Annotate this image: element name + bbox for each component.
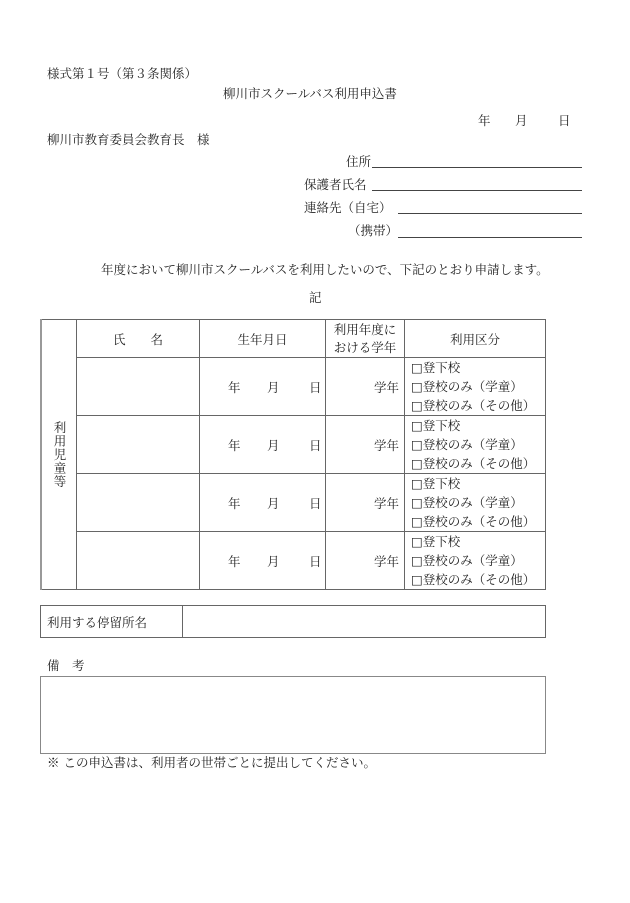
table-row: [41, 416, 546, 474]
usage-cell: [405, 474, 546, 532]
grade-cell[interactable]: 学年: [326, 532, 405, 590]
option-both-checkbox[interactable]: □登下校: [411, 534, 461, 549]
birth-month: 月: [267, 437, 280, 453]
table-header: [41, 320, 546, 358]
table-row: [41, 474, 546, 532]
name-cell[interactable]: [77, 532, 200, 590]
birth-month: 月: [267, 379, 280, 395]
contact-home-label: 連絡先（自宅）: [304, 200, 392, 215]
header-birth: 生年月日: [200, 320, 326, 358]
address-label: 住所: [346, 154, 372, 169]
usage-cell: [405, 532, 546, 590]
grade-cell[interactable]: 学年: [326, 474, 405, 532]
header-usage: 利用区分: [405, 320, 546, 358]
grade-cell[interactable]: 学年: [326, 358, 405, 416]
option-other-checkbox[interactable]: □登校のみ（その他）: [411, 514, 536, 529]
header-grade-line1: 利用年度に: [333, 321, 397, 337]
birth-month: 月: [267, 553, 280, 569]
birth-day: 日: [309, 495, 322, 511]
ki-label: 記: [309, 290, 322, 305]
side-label: 利用児童等: [52, 420, 67, 489]
children-table: [40, 319, 546, 590]
guardian-label: 保護者氏名: [304, 177, 367, 192]
option-other-checkbox[interactable]: □登校のみ（その他）: [411, 456, 536, 471]
contact-mobile-field[interactable]: [398, 237, 582, 238]
birth-year: 年: [228, 495, 241, 511]
date-day: 日: [558, 113, 571, 128]
option-gakudo-checkbox[interactable]: □登校のみ（学童）: [411, 495, 523, 510]
address-field[interactable]: [372, 167, 582, 168]
option-gakudo-checkbox[interactable]: □登校のみ（学童）: [411, 437, 523, 452]
option-gakudo-checkbox[interactable]: □登校のみ（学童）: [411, 379, 523, 394]
footnote: ※ この申込書は、利用者の世帯ごとに提出してください。: [47, 755, 376, 770]
birth-year: 年: [228, 437, 241, 453]
bus-stop-label: 利用する停留所名: [41, 606, 183, 638]
addressee: 柳川市教育委員会教育長 様: [47, 132, 210, 147]
option-both-checkbox[interactable]: □登下校: [411, 418, 461, 433]
name-cell[interactable]: [77, 416, 200, 474]
side-label-cell: [41, 320, 77, 590]
birth-cell[interactable]: [200, 532, 326, 590]
option-gakudo-checkbox[interactable]: □登校のみ（学童）: [411, 553, 523, 568]
page-title: 柳川市スクールバス利用申込書: [223, 86, 397, 101]
bus-stop-field[interactable]: [183, 606, 546, 638]
option-both-checkbox[interactable]: □登下校: [411, 476, 461, 491]
option-both-checkbox[interactable]: □登下校: [411, 360, 461, 375]
usage-cell: [405, 358, 546, 416]
option-other-checkbox[interactable]: □登校のみ（その他）: [411, 398, 536, 413]
name-cell[interactable]: [77, 358, 200, 416]
birth-month: 月: [267, 495, 280, 511]
header-name: 氏 名: [77, 320, 200, 358]
birth-year: 年: [228, 553, 241, 569]
remarks-label: 備 考: [47, 658, 85, 673]
header-grade-line2: おける学年: [333, 339, 397, 355]
date-year: 年: [478, 113, 491, 128]
birth-day: 日: [309, 437, 322, 453]
option-other-checkbox[interactable]: □登校のみ（その他）: [411, 572, 536, 587]
table-row: [41, 532, 546, 590]
bus-stop-table: [40, 605, 546, 638]
header-grade: [326, 320, 405, 358]
birth-cell[interactable]: [200, 416, 326, 474]
form-number: 様式第１号（第３条関係）: [47, 66, 198, 81]
contact-mobile-label: （携帯）: [348, 223, 399, 238]
table-row: [41, 358, 546, 416]
remarks-field[interactable]: [40, 676, 546, 754]
grade-cell[interactable]: 学年: [326, 416, 405, 474]
birth-day: 日: [309, 553, 322, 569]
date-month: 月: [515, 113, 528, 128]
statement: 年度において柳川市スクールバスを利用したいので、下記のとおり申請します。: [101, 262, 549, 277]
guardian-name-field[interactable]: [372, 190, 582, 191]
birth-year: 年: [228, 379, 241, 395]
birth-cell[interactable]: [200, 358, 326, 416]
contact-home-field[interactable]: [398, 213, 582, 214]
usage-cell: [405, 416, 546, 474]
birth-day: 日: [309, 379, 322, 395]
birth-cell[interactable]: [200, 474, 326, 532]
name-cell[interactable]: [77, 474, 200, 532]
